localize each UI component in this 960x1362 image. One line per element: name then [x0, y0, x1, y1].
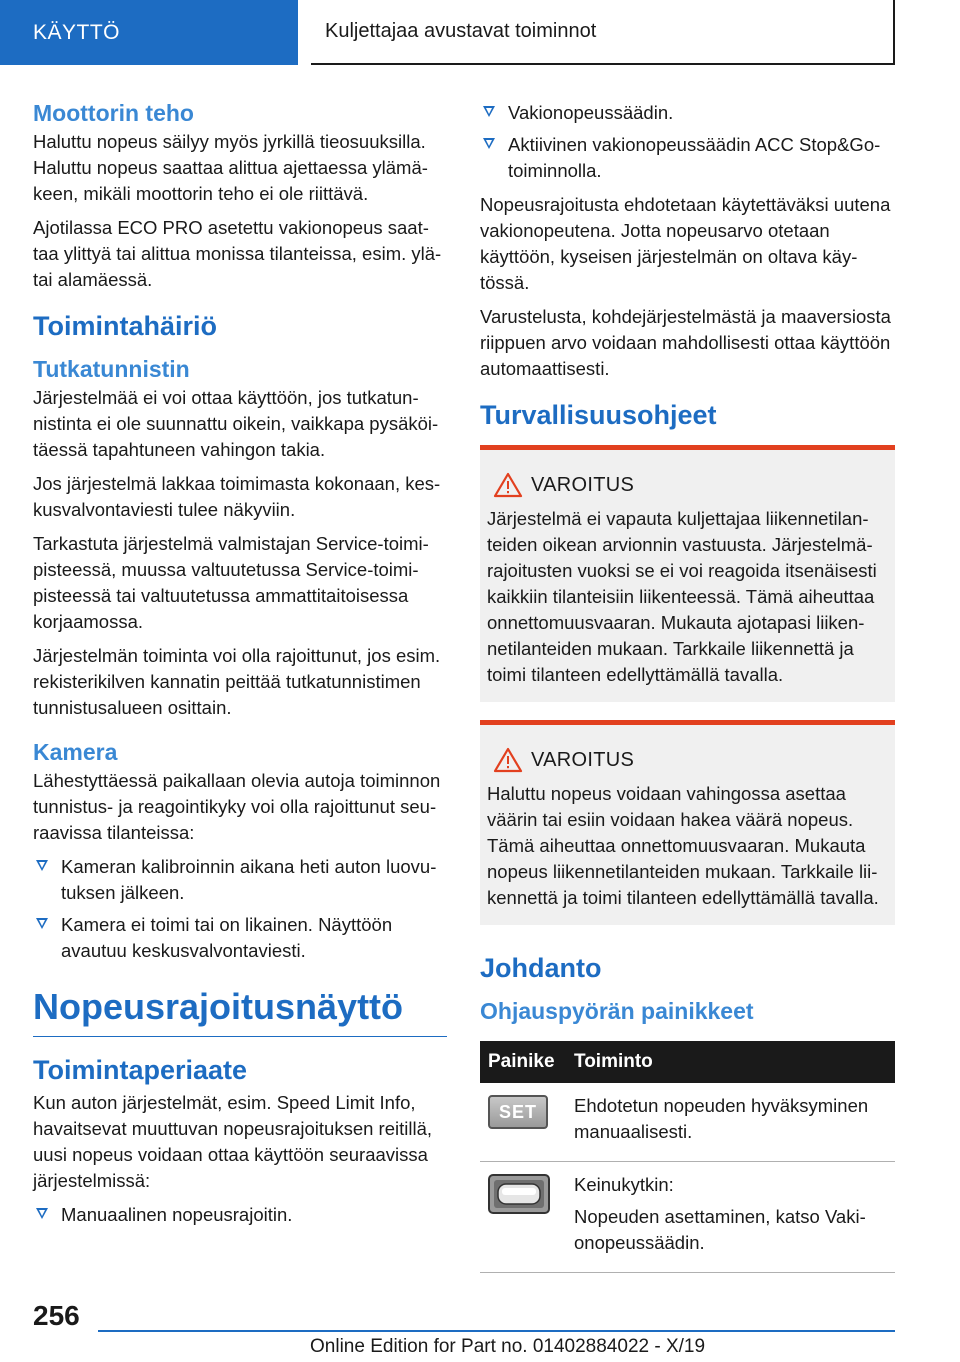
- list-item-text: Aktiivinen vakionopeussäädin ACC Stop&Go-toiminnolla.: [508, 134, 881, 181]
- triangle-bullet-icon: [36, 1208, 48, 1219]
- row1-text: Ehdotetun nopeuden hyväksyminen manuaalisesti.: [574, 1095, 869, 1142]
- warning-box-2: [480, 720, 895, 925]
- list-item-text: Kamera ei toimi tai on likainen. Näyttöön avautuu keskusvalvontaviesti.: [61, 914, 393, 961]
- warning-box-1: [480, 445, 895, 702]
- header-chapter: [311, 0, 895, 65]
- right-list: [480, 100, 895, 184]
- turva-heading: Turvallisuusohjeet: [480, 400, 717, 430]
- list-item: [480, 100, 895, 126]
- kamera-paragraph-1: Lähestyttäessä paikallaan olevia autoja toiminnon tunnistus- ja reagointikyky voi olla rajoittunut seuraavissa tilanteissa:: [33, 770, 441, 843]
- footer-edition: Online Edition for Part no. 01402884022 - X/19: [310, 1336, 706, 1357]
- set-button-icon: [488, 1095, 548, 1129]
- moottori-paragraph-2: Ajotilassa ECO PRO asetettu vakionopeus saattaa ylittyä tai alittua monissa tilanteissa, esim. ylä- tai alamäessä.: [33, 217, 442, 290]
- list-item: [33, 1202, 447, 1228]
- warning-triangle-icon: [493, 472, 523, 498]
- periaate-paragraph-1: Kun auton järjestelmät, esim. Speed Limit Info, havaitsevat muuttuvan nopeusrajoituksen reitillä, uusi nopeus voidaan ottaa käyttöön seuraavissa järjestelmissä:: [33, 1092, 433, 1191]
- button-table: [480, 1041, 895, 1273]
- tutka-heading: Tutkatunnistin: [33, 356, 190, 382]
- tutka-paragraph-2: Jos järjestelmä lakkaa toimimasta kokonaan, keskusvalvontaviesti tulee näkyviin.: [33, 473, 441, 520]
- warning-title: VAROITUS: [531, 748, 635, 771]
- header-chapter-label: Kuljettajaa avustavat toiminnot: [325, 20, 597, 42]
- moottori-heading: Moottorin teho: [33, 100, 194, 126]
- triangle-bullet-icon: [483, 138, 495, 149]
- table-header-toiminto: Toiminto: [566, 1041, 895, 1083]
- triangle-bullet-icon: [483, 106, 495, 117]
- tutka-paragraph-3: Tarkastuta järjestelmä valmistajan Service-toimipisteessä, muussa valtuutetussa Service-toimipisteessä tai valtuutetussa ammattitaitoisessa korjaamossa.: [33, 533, 429, 632]
- list-item: [480, 132, 895, 184]
- table-row: [480, 1162, 895, 1273]
- row2-text-1: Keinukytkin:: [574, 1174, 674, 1195]
- table-header-painike: Painike: [480, 1041, 566, 1083]
- ohjaus-heading: Ohjauspyörän painikkeet: [480, 998, 754, 1024]
- page-number: 256: [33, 1300, 80, 1331]
- header-section-label: KÄYTTÖ: [33, 20, 121, 44]
- triangle-bullet-icon: [36, 918, 48, 929]
- header-section: [0, 0, 298, 65]
- table-cell-text: [566, 1162, 895, 1273]
- kamera-heading: Kamera: [33, 739, 118, 765]
- list-item: [33, 912, 447, 964]
- johdanto-heading: Johdanto: [480, 953, 602, 983]
- set-button-label: SET: [498, 1102, 537, 1122]
- tutka-paragraph-1: Järjestelmää ei voi ottaa käyttöön, jos tutkatunnistinta ei ole suunnattu oikein, vaikkapa pysäköitäessä tapahtuneen vahingon takia.: [33, 387, 439, 460]
- left-column: [33, 100, 447, 1236]
- table-cell-text: [566, 1083, 895, 1162]
- footer-divider: [98, 1330, 895, 1332]
- warning-text: Järjestelmä ei vapauta kuljettajaa liikennetilanteiden oikean arvionnin vastuusta. Järjestelmärajoitusten vuoksi se ei voi reagoida itsenäisesti kaikkiin tilanteisiin liikenteessä. Tämä aiheuttaa onnettomuusvaaran. Mukauta ajotapasi liikennetilanteiden mukaan. Tarkkaile liikennettä ja toimi tilanteen edellyttämällä tavalla.: [487, 508, 877, 685]
- kamera-list: [33, 854, 447, 964]
- warning-title: VAROITUS: [531, 473, 635, 496]
- list-item-text: Vakionopeussäädin.: [508, 102, 674, 123]
- triangle-bullet-icon: [36, 860, 48, 871]
- list-item: [33, 854, 447, 906]
- periaate-list: [33, 1202, 447, 1228]
- list-item-text: Kameran kalibroinnin aikana heti auton luovutuksen jälkeen.: [61, 856, 437, 903]
- row2-text-2: Nopeuden asettaminen, katso Vakionopeussäädin.: [574, 1206, 866, 1253]
- warning-triangle-icon: [493, 747, 523, 773]
- right-paragraph-2: Varustelusta, kohdejärjestelmästä ja maaversiosta riippuen arvo voidaan mahdollisesti ottaa käyttöön automaattisesti.: [480, 306, 891, 379]
- list-item-text: Manuaalinen nopeusrajoitin.: [61, 1204, 293, 1225]
- moottori-paragraph-1: Haluttu nopeus säilyy myös jyrkillä tieosuuksilla. Haluttu nopeus saattaa alittua ajettaessa ylämäkeen, mikäli moottorin teho ei ole riittävä.: [33, 131, 428, 204]
- nopeus-heading: Nopeusrajoitusnäyttö: [33, 986, 447, 1037]
- tutka-paragraph-4: Järjestelmän toiminta voi olla rajoittunut, jos esim. rekisterikilven kannatin peittää tutkatunnistimen tunnistusalueen osittain.: [33, 645, 441, 718]
- warning-text: Haluttu nopeus voidaan vahingossa asettaa väärin tai esiin voidaan hakea väärä nopeus. Tämä aiheuttaa onnettomuusvaaran. Mukauta nopeus liikennetilanteiden mukaan. Tarkkaile liikennettä ja toimi tilanteen edellyttämällä tavalla.: [487, 783, 879, 908]
- right-paragraph-1: Nopeusrajoitusta ehdotetaan käytettäväksi uutena vakionopeutena. Jotta nopeusarvo otetaan käyttöön, kyseisen järjestelmän on oltava käytössä.: [480, 194, 891, 293]
- table-row: [480, 1083, 895, 1162]
- table-cell-button: [480, 1162, 566, 1273]
- rocker-switch-icon: [488, 1174, 550, 1214]
- hairio-heading: Toimintahäiriö: [33, 311, 218, 341]
- periaate-heading: Toimintaperiaate: [33, 1055, 248, 1085]
- right-column: [480, 100, 895, 1273]
- table-cell-button: [480, 1083, 566, 1162]
